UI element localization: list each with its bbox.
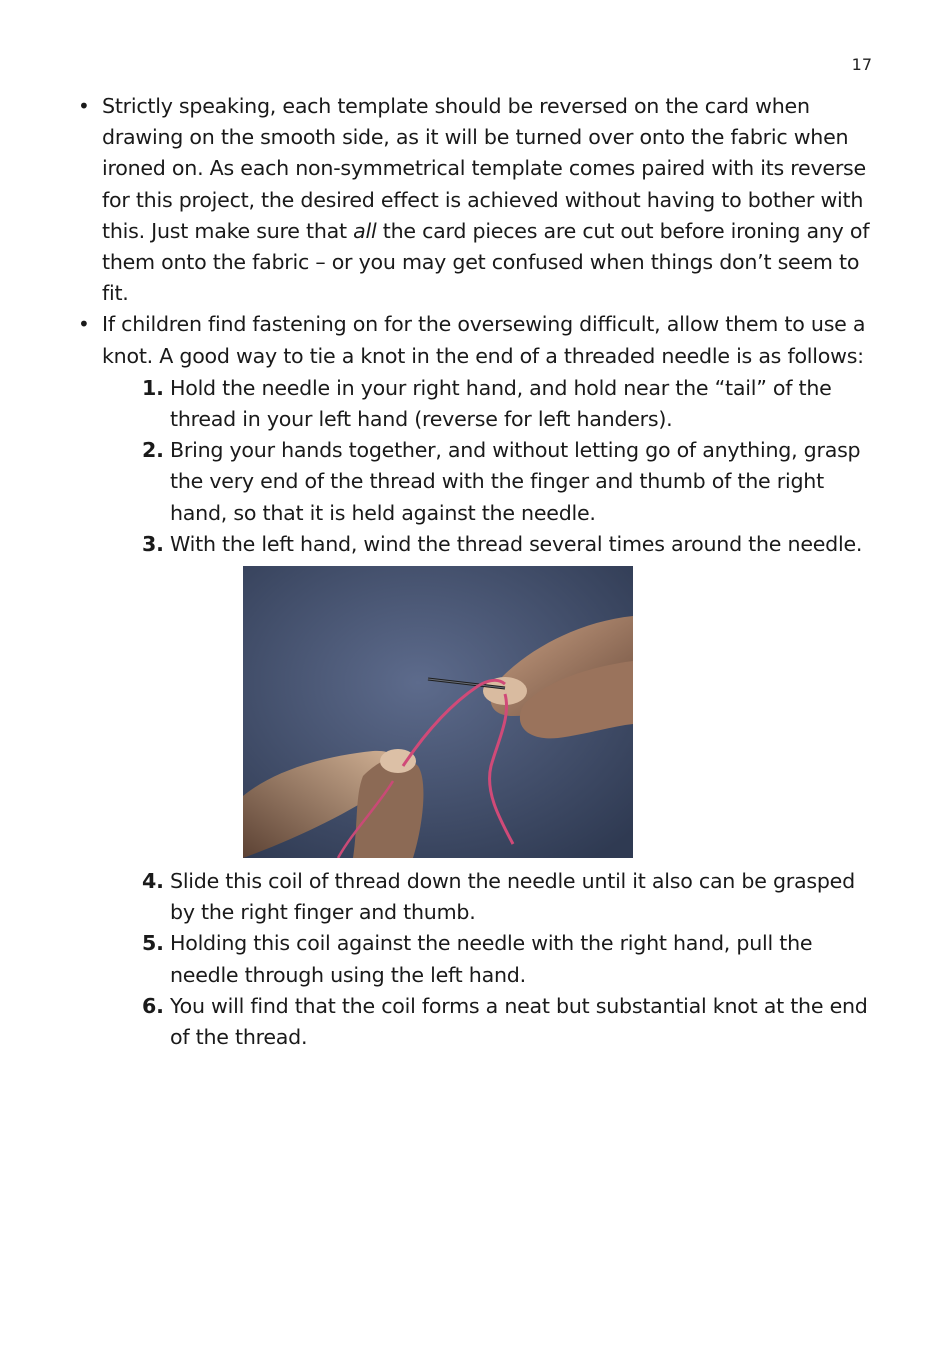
step-number: 1. bbox=[142, 375, 164, 400]
step-text: You will find that the coil forms a neat but substantial knot at the end of the thread. bbox=[170, 993, 868, 1050]
bullet-marker: • bbox=[78, 312, 90, 337]
bullet-marker: • bbox=[78, 94, 90, 118]
bullet-text: If children find fastening on for the oversewing difficult, allow them to use a knot. A good way to tie a knot in the end of a threaded needle is as follows: bbox=[102, 312, 866, 368]
step-text: Hold the needle in your right hand, and hold near the “tail” of the thread in your left hand (reverse for left handers). bbox=[170, 375, 832, 432]
step-text: Bring your hands together, and without letting go of anything, grasp the very end of the thread with the finger and thumb of the right hand, so that it is held against the needle. bbox=[170, 438, 861, 525]
bullet-text-part: Strictly speaking, each template should be reversed on the card when drawing on the smooth side, as it will be turned over onto the fabric when ironed on. As each non-symmetrical template comes paired with its reverse for this project, the desired effect is achieved without having to bother with this. Just make sure that bbox=[102, 94, 866, 243]
bullet-text bbox=[102, 91, 878, 309]
bullet-text-part: the card pieces are cut out before ironing any of them onto the fabric – or you may get confused when things don’t seem to fit. bbox=[102, 218, 870, 306]
step-item bbox=[142, 991, 878, 1053]
step-number: 2. bbox=[142, 438, 164, 463]
step-item bbox=[142, 866, 878, 928]
emphasis-text: all bbox=[353, 218, 377, 243]
step-number: 3. bbox=[142, 531, 164, 556]
page-number: 17 bbox=[851, 55, 872, 74]
step-text: Slide this coil of thread down the needle until it also can be grasped by the right finger and thumb. bbox=[170, 869, 855, 925]
step-number: 5. bbox=[142, 931, 164, 956]
step-number: 6. bbox=[142, 993, 164, 1018]
bullet-item-knot bbox=[78, 309, 878, 371]
step-item bbox=[142, 529, 878, 560]
step-number: 4. bbox=[142, 869, 164, 894]
photo-illustration bbox=[243, 566, 633, 858]
needle-thread-photo bbox=[243, 566, 633, 858]
bullet-list bbox=[78, 91, 878, 1053]
bullet-item-template-reversal bbox=[78, 91, 878, 309]
step-item bbox=[142, 928, 878, 990]
step-item bbox=[142, 435, 878, 529]
step-text: Holding this coil against the needle with the right hand, pull the needle through using the left hand. bbox=[170, 931, 813, 987]
step-item bbox=[142, 373, 878, 435]
step-text: With the left hand, wind the thread several times around the needle. bbox=[170, 531, 863, 556]
knot-steps-list bbox=[142, 373, 878, 1053]
